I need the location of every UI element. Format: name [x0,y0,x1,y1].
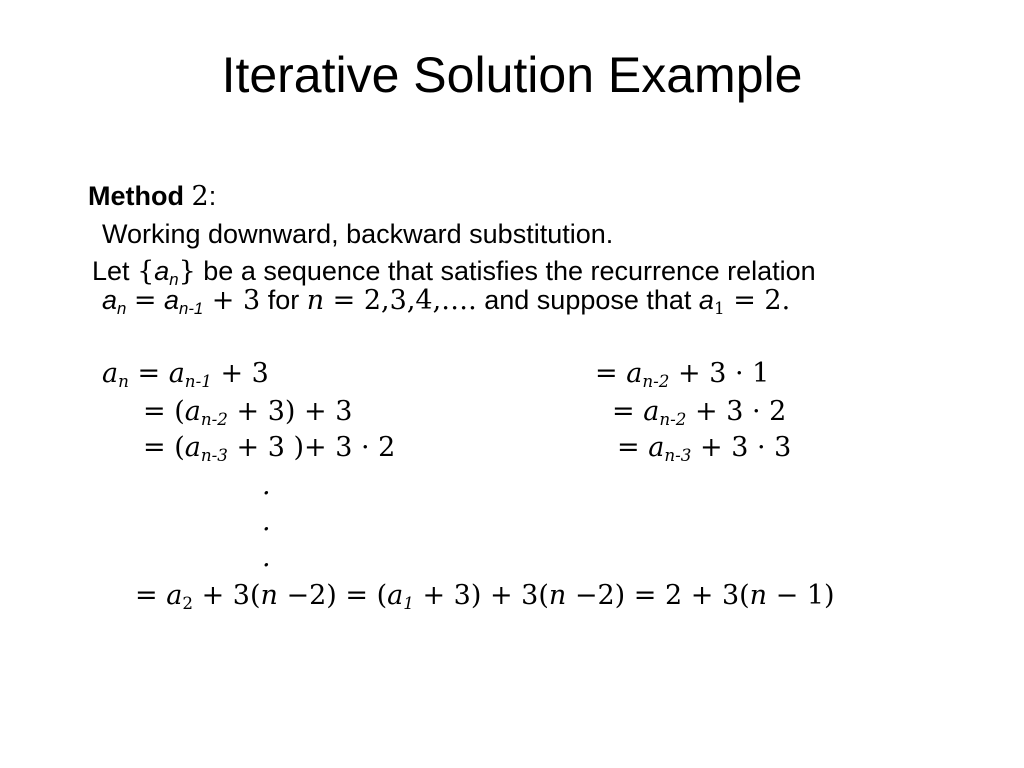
method-heading [88,180,216,213]
rec-plus3: + 3 [203,285,261,316]
rec-n: n [306,285,325,316]
working-downward-text: Working downward, backward substitution. [102,219,614,249]
rec-a1: a [698,285,714,315]
deriv-right-3: = $a_{n-3} + 3 \cdot 3$ [617,432,792,466]
recurrence-line [102,284,790,325]
sequence-sub: n [169,270,179,290]
rec-sub-1: 1 [713,298,725,319]
slide-title: Iterative Solution Example [221,47,803,103]
rec-range: = 2,3,4,…. [324,285,477,316]
ellipsis-dot-1: . [262,470,271,501]
deriv-right-2: = $a_{n-2} + 3 \cdot 2$ [612,396,787,430]
ellipsis-dot-3: . [262,542,271,573]
rec-for: for [260,285,307,315]
ellipsis-dot-2: . [262,506,271,537]
deriv-left-3: = ($a_{n-3} + 3$ )+ 3 · 2 [143,432,396,466]
deriv-left-2: = $(a_{n-2} + 3) + 3$ [143,396,353,430]
brace-open: { [137,256,155,287]
let-prefix: Let [92,256,130,286]
deriv-left-1: $a_n = a_{n-1} + 3$ [102,358,269,392]
deriv-right-1: = $a_{n-2} + 3 \cdot 1$ [595,358,770,392]
rec-suppose: and suppose that [476,285,699,315]
let-suffix: be a sequence that satisfies the recurrence relation [195,256,816,286]
method-colon: : [208,181,217,211]
method-number: 2 [191,181,209,212]
rec-sub-n: n [117,299,127,319]
final-derivation: = $a_2 + 3(n -2) = (a_1 + 3) + 3(n -2) = 2 + 3(n - 1)$ [135,580,835,614]
rec-a: a [102,285,118,315]
rec-a-prev: a [164,285,180,315]
rec-a1-value: = 2. [724,285,791,316]
method-label: Method [88,181,184,211]
rec-eq: = [133,285,157,316]
sequence-var: a [154,256,170,286]
rec-sub-n-1: n-1 [179,299,204,319]
brace-close: } [178,256,196,287]
